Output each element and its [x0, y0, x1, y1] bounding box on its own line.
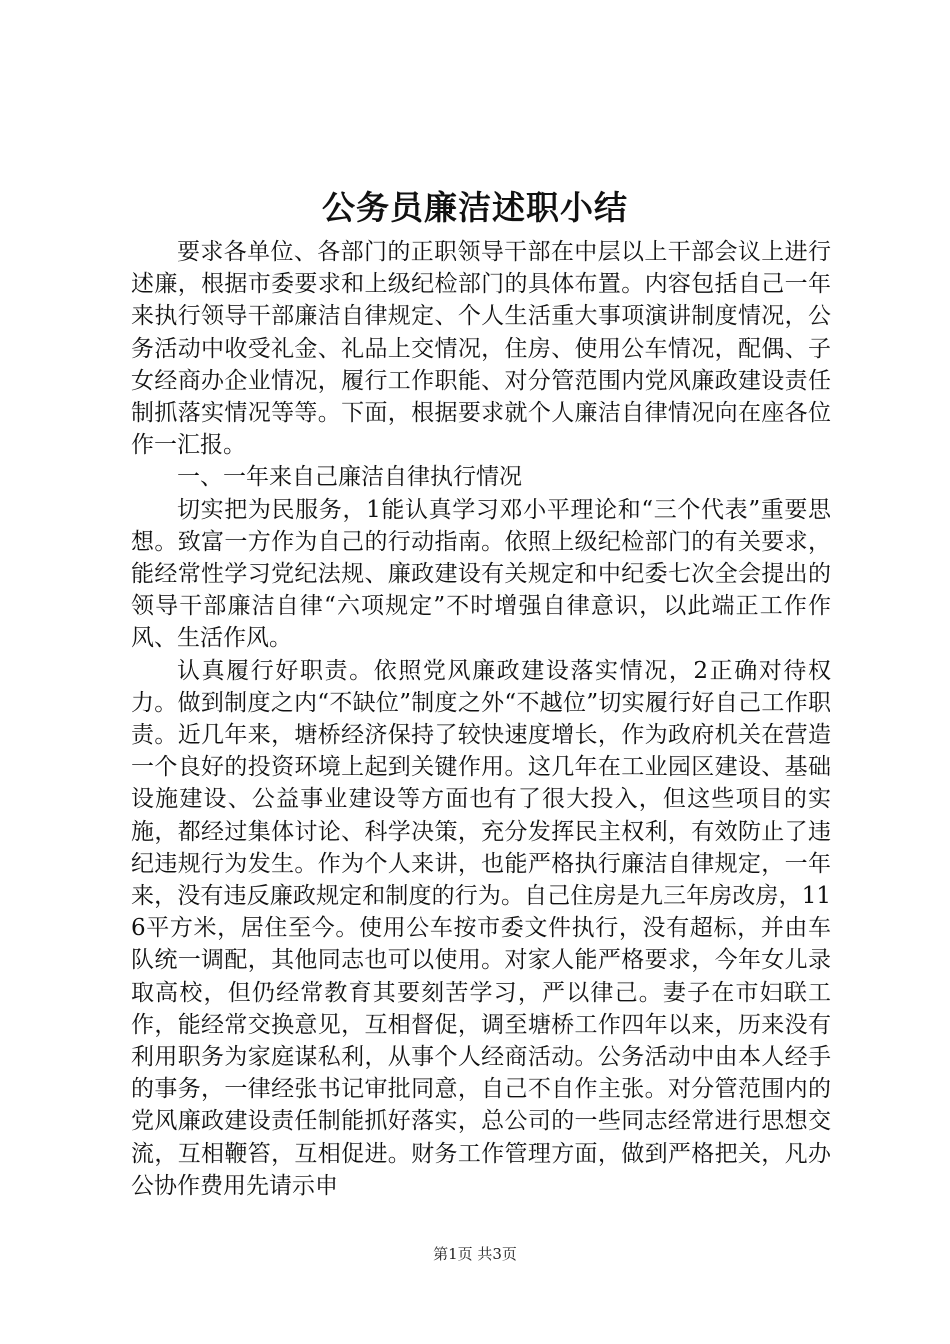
paragraph-study: 切实把为民服务，1能认真学习邓小平理论和“三个代表”重要思想。致富一方作为自己的行动指南。依照上级纪检部门的有关要求，能经常性学习党纪法规、廉政建设有关规定和中纪委七次全会提出的领导干部廉洁自律“六项规定”不时增强自律意识，以此端正工作作风、生活作风。 — [131, 496, 831, 652]
page-title: 公务员廉洁述职小结 — [322, 188, 628, 227]
page-number-footer: 第1页 共3页 — [433, 1245, 517, 1263]
section-heading: 一、一年来自己廉洁自律执行情况 — [177, 464, 522, 491]
paragraph-intro: 要求各单位、各部门的正职领导干部在中层以上干部会议上进行述廉，根据市委要求和上级纪检部门的具体布置。内容包括自己一年来执行领导干部廉洁自律规定、个人生活重大事项演讲制度情况，公务活动中收受礼金、礼品上交情况，住房、使用公车情况，配偶、子女经商办企业情况，履行工作职能、对分管范围内党风廉政建设责任制抓落实情况等等。下面，根据要求就个人廉洁自律情况向在座各位作一汇报。 — [131, 239, 831, 459]
document-body — [131, 236, 831, 1202]
paragraph-duties: 认真履行好职责。依照党风廉政建设落实情况，2正确对待权力。做到制度之内“不缺位”制度之外“不越位”切实履行好自己工作职责。近几年来，塘桥经济保持了较快速度增长，作为政府机关在营造一个良好的投资环境上起到关键作用。这几年在工业园区建设、基础设施建设、公益事业建设等方面也有了很大投入，但这些项目的实施，都经过集体讨论、科学决策，充分发挥民主权利，有效防止了违纪违规行为发生。作为个人来讲，也能严格执行廉洁自律规定，一年来，没有违反廉政规定和制度的行为。自己住房是九三年房改房，116平方米，居住至今。使用公车按市委文件执行，没有超标，并由车队统一调配，其他同志也可以使用。对家人能严格要求，今年女儿录取高校，但仍经常教育其要刻苦学习，严以律己。妻子在市妇联工作，能经常交换意见，互相督促，调至塘桥工作四年以来，历来没有利用职务为家庭谋私利，从事个人经商活动。公务活动中由本人经手的事务，一律经张书记审批同意，自己不自作主张。对分管范围内的党风廉政建设责任制能抓好落实，总公司的一些同志经常进行思想交流，互相鞭笞，互相促进。财务工作管理方面，做到严格把关，凡办公协作费用先请示申 — [131, 657, 831, 1199]
